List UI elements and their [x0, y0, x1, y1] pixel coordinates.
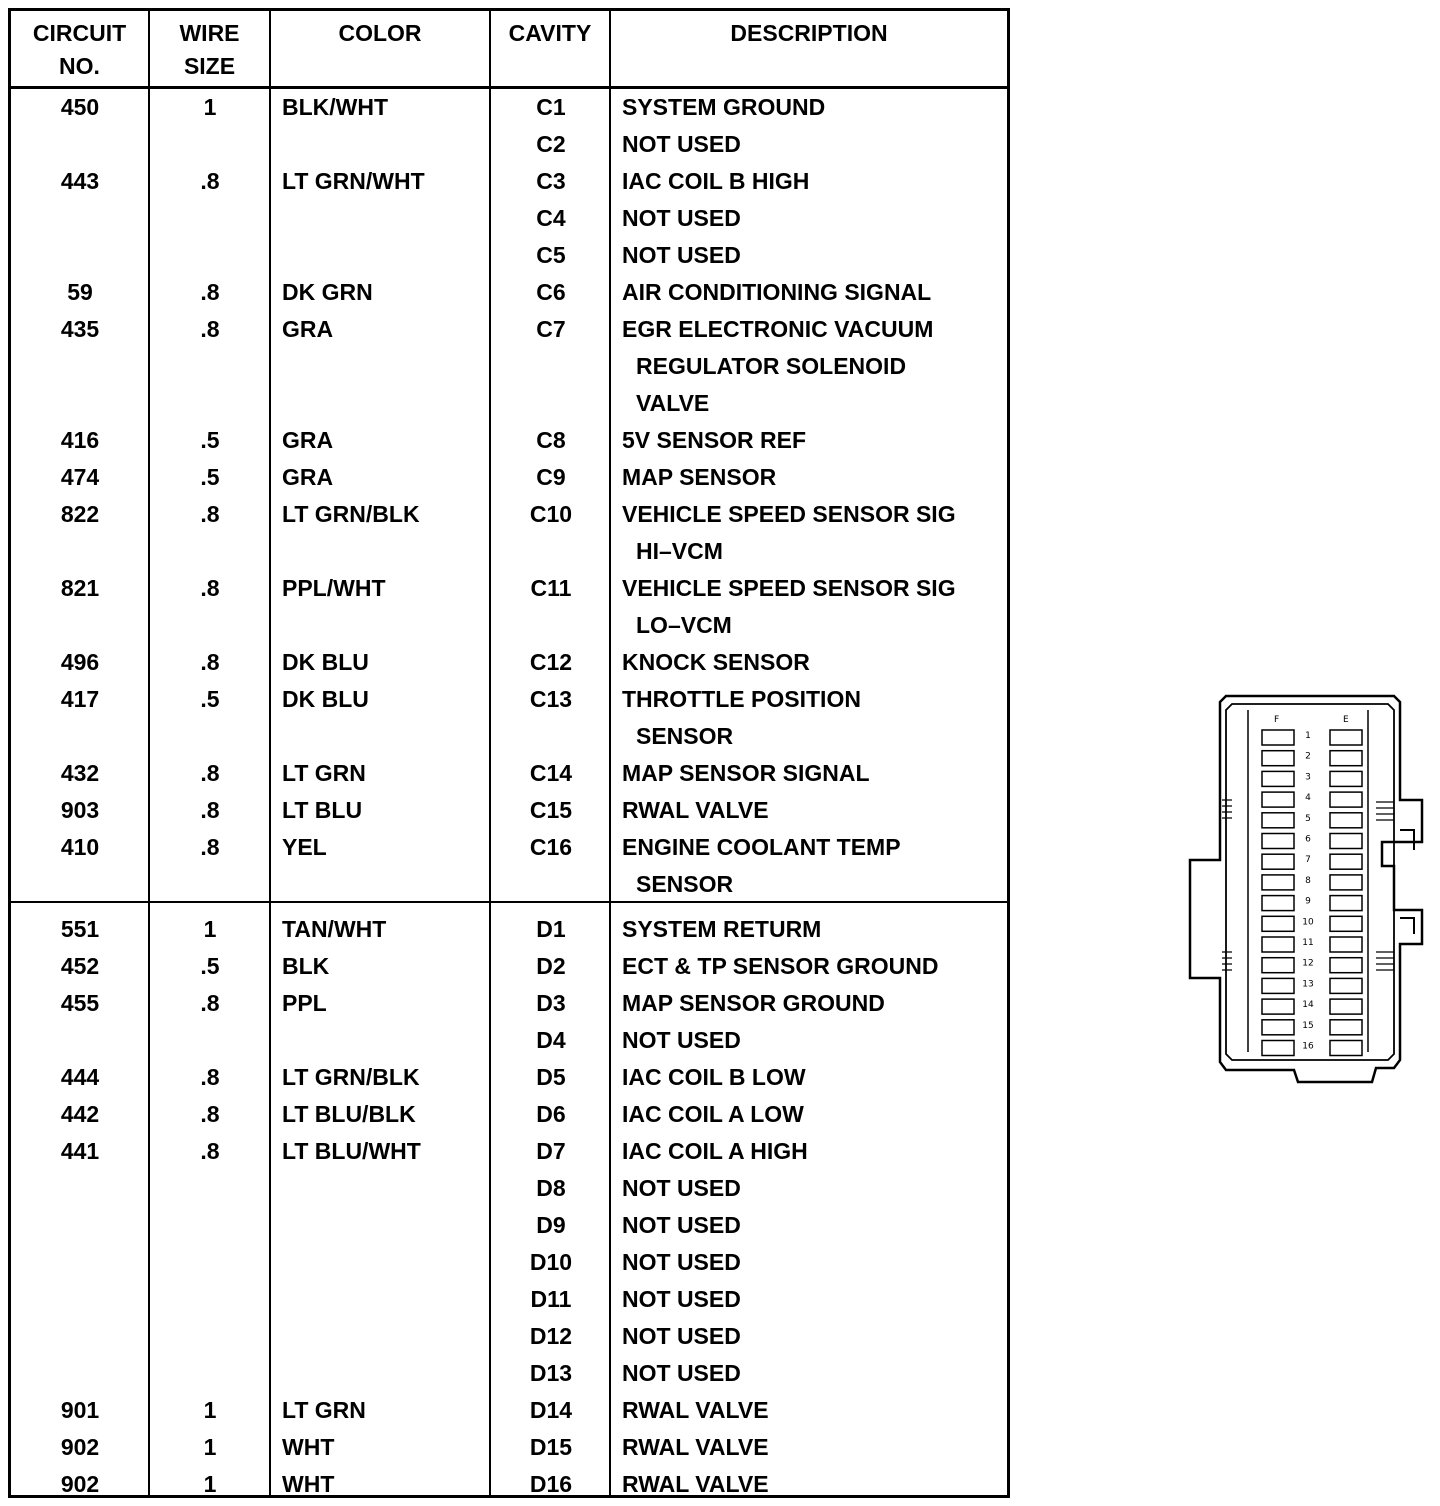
connector-cavity-e [1330, 999, 1362, 1014]
connector-cavity-f [1262, 771, 1294, 786]
circuit-number: 441 [60, 1138, 100, 1164]
wire-size: .8 [200, 760, 220, 786]
table-row [11, 948, 1007, 985]
header-circuit [11, 17, 148, 83]
circuit-number: 59 [67, 279, 93, 305]
description-line: IAC COIL A HIGH [622, 1138, 808, 1164]
cavity-id: D9 [536, 1212, 566, 1238]
description [622, 496, 1007, 570]
cavity-id: C9 [536, 464, 566, 490]
table-row [11, 459, 1007, 496]
cavity-d-section [11, 903, 1007, 1495]
wire-size: .5 [200, 686, 220, 712]
description [622, 1281, 1007, 1318]
table-row [11, 1355, 1007, 1392]
description-line: NOT USED [622, 131, 741, 157]
cavity-id: C1 [536, 94, 566, 120]
wire-size: .8 [200, 575, 220, 601]
description [622, 1244, 1007, 1281]
wire-color: WHT [282, 1434, 335, 1460]
description [622, 89, 1007, 126]
connector-diagram [1186, 690, 1436, 1090]
connector-pin-number: 1 [1305, 731, 1311, 741]
circuit-number: 416 [60, 427, 100, 453]
connector-pin-number: 12 [1302, 958, 1314, 969]
wire-color: PPL/WHT [282, 575, 386, 601]
table-row [11, 1170, 1007, 1207]
description-line: RWAL VALVE [622, 797, 769, 823]
description [622, 1096, 1007, 1133]
description-line: IAC COIL A LOW [622, 1101, 804, 1127]
description-line: ENGINE COOLANT TEMP [622, 834, 901, 860]
description-line: IAC COIL B HIGH [622, 168, 810, 194]
wire-color: LT GRN [282, 760, 366, 786]
description-line: VEHICLE SPEED SENSOR SIG [622, 501, 956, 527]
wire-color: GRA [282, 464, 334, 490]
wire-color: LT GRN/BLK [282, 501, 420, 527]
cavity-id: C8 [536, 427, 566, 453]
cavity-id: D11 [530, 1286, 572, 1312]
description [622, 911, 1007, 948]
connector-cavity-f [1262, 854, 1294, 869]
connector-pin-number: 14 [1302, 1000, 1314, 1011]
connector-column-label-f: F [1274, 715, 1280, 725]
circuit-number: 901 [60, 1397, 100, 1423]
table-row [11, 200, 1007, 237]
description-line: NOT USED [622, 1286, 741, 1312]
table-row [11, 1429, 1007, 1466]
description [622, 126, 1007, 163]
circuit-number: 442 [60, 1101, 100, 1127]
connector-cavity-f [1262, 792, 1294, 807]
table-row [11, 681, 1007, 755]
connector-cavity-f [1262, 751, 1294, 766]
header-wire-line1: WIRE [179, 20, 240, 46]
wire-size: .8 [200, 168, 220, 194]
connector-cavity-f [1262, 999, 1294, 1014]
description-line: RWAL VALVE [622, 1434, 769, 1460]
connector-cavity-e [1330, 854, 1362, 869]
table-row [11, 274, 1007, 311]
wire-size: .8 [200, 316, 220, 342]
connector-cavity-f [1262, 813, 1294, 828]
connector-pin-number: 16 [1302, 1041, 1314, 1052]
wire-size: .5 [200, 953, 220, 979]
connector-pin-number: 11 [1302, 938, 1314, 948]
description-line: NOT USED [622, 1027, 741, 1053]
wire-size: 1 [203, 1434, 217, 1460]
description [622, 570, 1007, 644]
connector-pins [1262, 730, 1362, 1056]
description [622, 1170, 1007, 1207]
description [622, 644, 1007, 681]
wire-size: .8 [200, 649, 220, 675]
table-row [11, 1022, 1007, 1059]
circuit-number: 903 [60, 797, 100, 823]
connector-pin-number: 8 [1305, 875, 1311, 886]
description [622, 985, 1007, 1022]
description-line: NOT USED [622, 1323, 741, 1349]
wire-size: .5 [200, 427, 220, 453]
wire-color: LT BLU/BLK [282, 1101, 416, 1127]
table-row [11, 985, 1007, 1022]
wire-color: YEL [282, 834, 327, 860]
cavity-id: D7 [536, 1138, 566, 1164]
table-row [11, 89, 1007, 126]
description [622, 311, 1007, 422]
circuit-number: 452 [60, 953, 100, 979]
connector-latch-left [1222, 800, 1232, 818]
description [622, 459, 1007, 496]
description-line: IAC COIL B LOW [622, 1064, 806, 1090]
table-row [11, 1281, 1007, 1318]
table-row [11, 792, 1007, 829]
description [622, 422, 1007, 459]
connector-hook-upper [1400, 830, 1414, 850]
cavity-c-section [11, 89, 1007, 903]
wire-color: DK BLU [282, 686, 369, 712]
connector-cavity-e [1330, 730, 1362, 745]
wire-color: LT GRN [282, 1397, 366, 1423]
cavity-id: C2 [536, 131, 566, 157]
wire-color: BLK/WHT [282, 94, 389, 120]
connector-cavity-f [1262, 834, 1294, 849]
table-row [11, 1244, 1007, 1281]
connector-cavity-e [1330, 813, 1362, 828]
wire-size: .8 [200, 1101, 220, 1127]
connector-latch-right [1376, 802, 1394, 820]
table-row [11, 755, 1007, 792]
description-line: NOT USED [622, 1249, 741, 1275]
cavity-id: D15 [529, 1434, 573, 1460]
connector-pin-number: 7 [1305, 855, 1311, 866]
description-continuation: VALVE [636, 390, 710, 416]
connector-pin-number: 13 [1302, 979, 1314, 990]
connector-cavity-f [1262, 1041, 1294, 1056]
connector-cavity-e [1330, 771, 1362, 786]
connector-cavity-e [1330, 916, 1362, 931]
wire-color: LT GRN/BLK [282, 1064, 420, 1090]
cavity-id: D2 [536, 953, 566, 979]
cavity-id: D3 [536, 990, 566, 1016]
description-line: AIR CONDITIONING SIGNAL [622, 279, 932, 305]
cavity-id: C5 [536, 242, 566, 268]
table-row [11, 496, 1007, 570]
pinout-table [8, 8, 1010, 1498]
table-row [11, 237, 1007, 274]
wire-color: PPL [282, 990, 327, 1016]
connector-pin-number: 6 [1305, 834, 1311, 845]
wire-size: 1 [203, 916, 217, 942]
table-row [11, 163, 1007, 200]
wire-size: .8 [200, 834, 220, 860]
header-wire-size [150, 17, 269, 83]
description-continuation: REGULATOR SOLENOID [636, 353, 907, 379]
circuit-number: 496 [60, 649, 100, 675]
table-row [11, 422, 1007, 459]
connector-cavity-e [1330, 937, 1362, 952]
description-continuation: SENSOR [636, 871, 734, 897]
header-description: DESCRIPTION [730, 20, 888, 46]
wire-color: LT GRN/WHT [282, 168, 425, 194]
circuit-number: 443 [60, 168, 100, 194]
connector-cavity-e [1330, 834, 1362, 849]
table-row [11, 1096, 1007, 1133]
connector-cavity-e [1330, 1041, 1362, 1056]
wire-color: LT BLU [282, 797, 363, 823]
wire-size: 1 [203, 94, 217, 120]
description-line: 5V SENSOR REF [622, 427, 807, 453]
connector-cavity-f [1262, 896, 1294, 911]
cavity-id: D12 [529, 1323, 573, 1349]
description-continuation: HI–VCM [636, 538, 723, 564]
table-row [11, 911, 1007, 948]
connector-cavity-e [1330, 875, 1362, 890]
description-line: MAP SENSOR [622, 464, 777, 490]
connector-cavity-f [1262, 937, 1294, 952]
description-line: MAP SENSOR GROUND [622, 990, 885, 1016]
description-line: NOT USED [622, 1212, 741, 1238]
connector-cavity-f [1262, 916, 1294, 931]
wire-color: WHT [282, 1471, 335, 1497]
connector-column-label-e: E [1343, 715, 1349, 725]
description-line: RWAL VALVE [622, 1397, 769, 1423]
header-color: COLOR [338, 20, 422, 46]
cavity-id: D5 [536, 1064, 566, 1090]
circuit-number: 444 [60, 1064, 100, 1090]
circuit-number: 902 [60, 1434, 100, 1460]
cavity-id: C16 [529, 834, 573, 860]
description-line: MAP SENSOR SIGNAL [622, 760, 870, 786]
connector-cavity-e [1330, 896, 1362, 911]
description-line: SYSTEM GROUND [622, 94, 826, 120]
table-row [11, 1466, 1007, 1503]
description [622, 1318, 1007, 1355]
wire-size: .8 [200, 501, 220, 527]
description-line: EGR ELECTRONIC VACUUM [622, 316, 934, 342]
cavity-id: C12 [529, 649, 573, 675]
description [622, 792, 1007, 829]
connector-cavity-f [1262, 958, 1294, 973]
wire-color: GRA [282, 316, 334, 342]
cavity-id: C11 [530, 575, 572, 601]
table-row [11, 829, 1007, 903]
description [622, 755, 1007, 792]
table-row [11, 126, 1007, 163]
connector-cavity-e [1330, 978, 1362, 993]
cavity-id: C13 [529, 686, 573, 712]
description [622, 1392, 1007, 1429]
table-header [11, 11, 1007, 89]
circuit-number: 435 [60, 316, 100, 342]
connector-cavity-e [1330, 751, 1362, 766]
description [622, 1133, 1007, 1170]
description [622, 1429, 1007, 1466]
circuit-number: 551 [60, 916, 100, 942]
description-line: SYSTEM RETURM [622, 916, 822, 942]
description-continuation: LO–VCM [636, 612, 732, 638]
cavity-id: C4 [536, 205, 566, 231]
wire-size: .8 [200, 1138, 220, 1164]
wire-color: DK GRN [282, 279, 373, 305]
cavity-id: D13 [529, 1360, 573, 1386]
wire-size: 1 [203, 1471, 217, 1497]
description [622, 1466, 1007, 1503]
cavity-id: D1 [536, 916, 566, 942]
description-line: NOT USED [622, 205, 741, 231]
wire-size: .8 [200, 1064, 220, 1090]
description [622, 948, 1007, 985]
description [622, 1022, 1007, 1059]
connector-cavity-f [1262, 1020, 1294, 1035]
connector-hook-lower [1400, 918, 1414, 934]
description [622, 274, 1007, 311]
cavity-id: D6 [536, 1101, 566, 1127]
description-line: NOT USED [622, 1175, 741, 1201]
wire-size: .8 [200, 279, 220, 305]
wire-color: TAN/WHT [282, 916, 387, 942]
cavity-id: C10 [529, 501, 573, 527]
description-line: NOT USED [622, 1360, 741, 1386]
connector-latch-left-lower [1222, 952, 1232, 970]
description [622, 681, 1007, 755]
table-row [11, 1392, 1007, 1429]
cavity-id: D14 [529, 1397, 573, 1423]
cavity-id: C7 [536, 316, 566, 342]
wire-color: BLK [282, 953, 330, 979]
circuit-number: 821 [60, 575, 100, 601]
wire-color: LT BLU/WHT [282, 1138, 421, 1164]
circuit-number: 410 [60, 834, 100, 860]
table-row [11, 1133, 1007, 1170]
cavity-id: D16 [529, 1471, 573, 1497]
description [622, 1059, 1007, 1096]
description-line: NOT USED [622, 242, 741, 268]
cavity-id: C15 [529, 797, 573, 823]
header-wire-line2: SIZE [183, 53, 236, 79]
description-line: KNOCK SENSOR [622, 649, 810, 675]
circuit-number: 455 [60, 990, 100, 1016]
description [622, 163, 1007, 200]
connector-pin-number: 5 [1305, 813, 1311, 824]
connector-latch-right-lower [1376, 952, 1394, 970]
circuit-number: 417 [60, 686, 100, 712]
table-row [11, 570, 1007, 644]
cavity-id: D10 [529, 1249, 573, 1275]
wire-size: .8 [200, 990, 220, 1016]
circuit-number: 822 [60, 501, 100, 527]
circuit-number: 450 [60, 94, 100, 120]
circuit-number: 432 [60, 760, 100, 786]
wire-size: .8 [200, 797, 220, 823]
description [622, 200, 1007, 237]
cavity-id: C3 [536, 168, 566, 194]
header-circuit-line2: NO. [59, 53, 100, 79]
connector-cavity-e [1330, 792, 1362, 807]
description [622, 1355, 1007, 1392]
wire-color: GRA [282, 427, 334, 453]
description-line: THROTTLE POSITION [622, 686, 861, 712]
header-circuit-line1: CIRCUIT [32, 20, 127, 46]
cavity-id: C6 [536, 279, 566, 305]
cavity-id: C14 [529, 760, 573, 786]
wire-size: 1 [203, 1397, 217, 1423]
connector-pin-number: 2 [1305, 751, 1311, 762]
connector-cavity-f [1262, 730, 1294, 745]
connector-cavity-f [1262, 875, 1294, 890]
table-row [11, 644, 1007, 681]
connector-pin-number: 4 [1305, 793, 1311, 804]
description-line: VEHICLE SPEED SENSOR SIG [622, 575, 956, 601]
header-cavity: CAVITY [508, 20, 592, 46]
circuit-number: 902 [60, 1471, 100, 1497]
description-line: ECT & TP SENSOR GROUND [622, 953, 939, 979]
table-row [11, 311, 1007, 422]
description-continuation: SENSOR [636, 723, 734, 749]
description [622, 829, 1007, 903]
connector-cavity-f [1262, 978, 1294, 993]
wire-color: DK BLU [282, 649, 369, 675]
connector-pin-number: 9 [1305, 896, 1311, 907]
wire-size: .5 [200, 464, 220, 490]
cavity-id: D4 [536, 1027, 566, 1053]
table-row [11, 1059, 1007, 1096]
description [622, 237, 1007, 274]
connector-pin-number: 3 [1305, 772, 1311, 783]
connector-cavity-e [1330, 1020, 1362, 1035]
description [622, 1207, 1007, 1244]
connector-cavity-e [1330, 958, 1362, 973]
table-row [11, 1318, 1007, 1355]
table-row [11, 1207, 1007, 1244]
connector-pin-number: 15 [1302, 1020, 1314, 1031]
description-line: RWAL VALVE [622, 1471, 769, 1497]
connector-pin-number: 10 [1302, 917, 1314, 928]
circuit-number: 474 [60, 464, 100, 490]
cavity-id: D8 [536, 1175, 566, 1201]
